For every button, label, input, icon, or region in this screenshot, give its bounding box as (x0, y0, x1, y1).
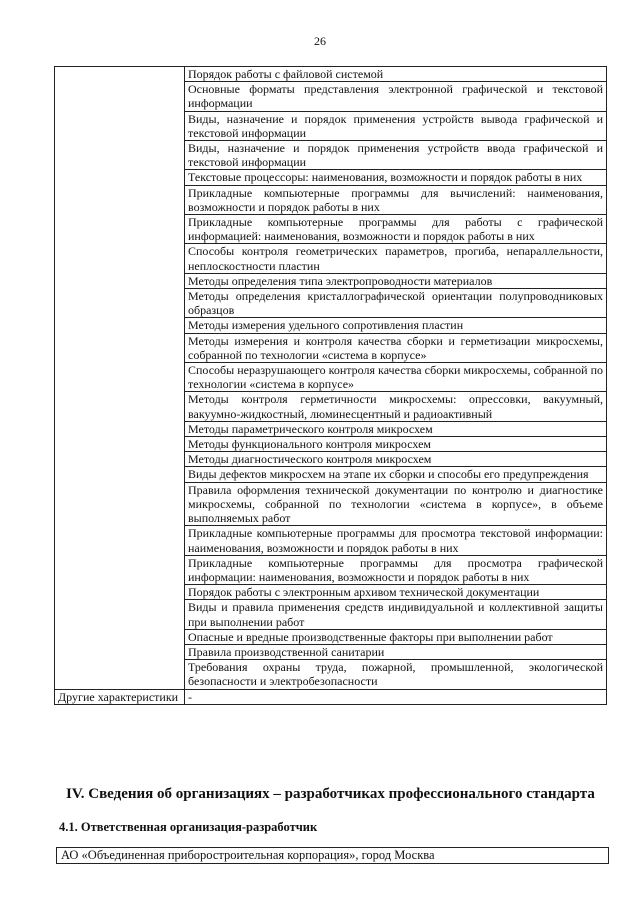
knowledge-item: Методы функционального контроля микросхем (185, 437, 607, 452)
knowledge-item: Текстовые процессоры: наименования, возможности и порядок работы в них (185, 170, 607, 185)
knowledge-item: Методы контроля герметичности микросхемы: опрессовки, вакуумный, вакуумно-жидкостный, люминесцентный и радиоактивный (185, 392, 607, 421)
knowledge-item: Методы определения кристаллографической ориентации полупроводниковых образцов (185, 289, 607, 318)
knowledge-item: Виды, назначение и порядок применения устройств ввода графической и текстовой информации (185, 141, 607, 170)
knowledge-item: Прикладные компьютерные программы для работы с графической информацией: наименования, возможности и порядок работы в них (185, 215, 607, 244)
table-row (55, 67, 607, 82)
knowledge-item: Виды, назначение и порядок применения устройств вывода графической и текстовой информации (185, 111, 607, 140)
knowledge-item: Прикладные компьютерные программы для вычислений: наименования, возможности и порядок работы в них (185, 185, 607, 214)
subsection-title: 4.1. Ответственная организация-разработчик (59, 820, 318, 834)
category-cell (55, 67, 185, 690)
knowledge-item: Методы диагностического контроля микросхем (185, 452, 607, 467)
knowledge-item: Порядок работы с файловой системой (185, 67, 607, 82)
knowledge-item: Опасные и вредные производственные факторы при выполнении работ (185, 629, 607, 644)
section-title: IV. Сведения об организациях – разработчиках профессионального стандарта (66, 786, 595, 802)
knowledge-item: Способы неразрушающего контроля качества сборки микросхемы, собранной по технологии «система в корпусе» (185, 363, 607, 392)
knowledge-item: Прикладные компьютерные программы для просмотра графической информации: наименования, возможности и порядок работы в них (185, 555, 607, 584)
knowledge-item: Основные форматы представления электронной графической и текстовой информации (185, 82, 607, 111)
other-characteristics-value: - (185, 689, 607, 704)
knowledge-item: Правила оформления технической документации по контролю и диагностике микросхемы, собранной по технологии «система в корпусе», в объеме выполняемых работ (185, 482, 607, 526)
knowledge-item: Правила производственной санитарии (185, 644, 607, 659)
knowledge-item: Виды и правила применения средств индивидуальной и коллективной защиты при выполнении работ (185, 600, 607, 629)
knowledge-item: Методы измерения и контроля качества сборки и герметизации микросхемы, собранной по технологии «система в корпусе» (185, 333, 607, 362)
other-characteristics-label: Другие характеристики (55, 689, 185, 704)
knowledge-item: Методы параметрического контроля микросхем (185, 421, 607, 436)
knowledge-item: Требования охраны труда, пожарной, промышленной, экологической безопасности и электробезопасности (185, 660, 607, 689)
knowledge-item: Методы определения типа электропроводности материалов (185, 273, 607, 288)
knowledge-item: Методы измерения удельного сопротивления пластин (185, 318, 607, 333)
table-row (55, 689, 607, 704)
knowledge-item: Виды дефектов микросхем на этапе их сборки и способы его предупреждения (185, 467, 607, 482)
knowledge-item: Порядок работы с электронным архивом технической документации (185, 585, 607, 600)
page-number: 26 (314, 34, 326, 48)
organization-box: АО «Объединенная приборостроительная корпорация», город Москва (56, 847, 609, 864)
knowledge-item: Прикладные компьютерные программы для просмотра текстовой информации: наименования, возможности и порядок работы в них (185, 526, 607, 555)
knowledge-item: Способы контроля геометрических параметров, прогиба, непараллельности, неплоскостности пластин (185, 244, 607, 273)
knowledge-table (54, 66, 607, 705)
